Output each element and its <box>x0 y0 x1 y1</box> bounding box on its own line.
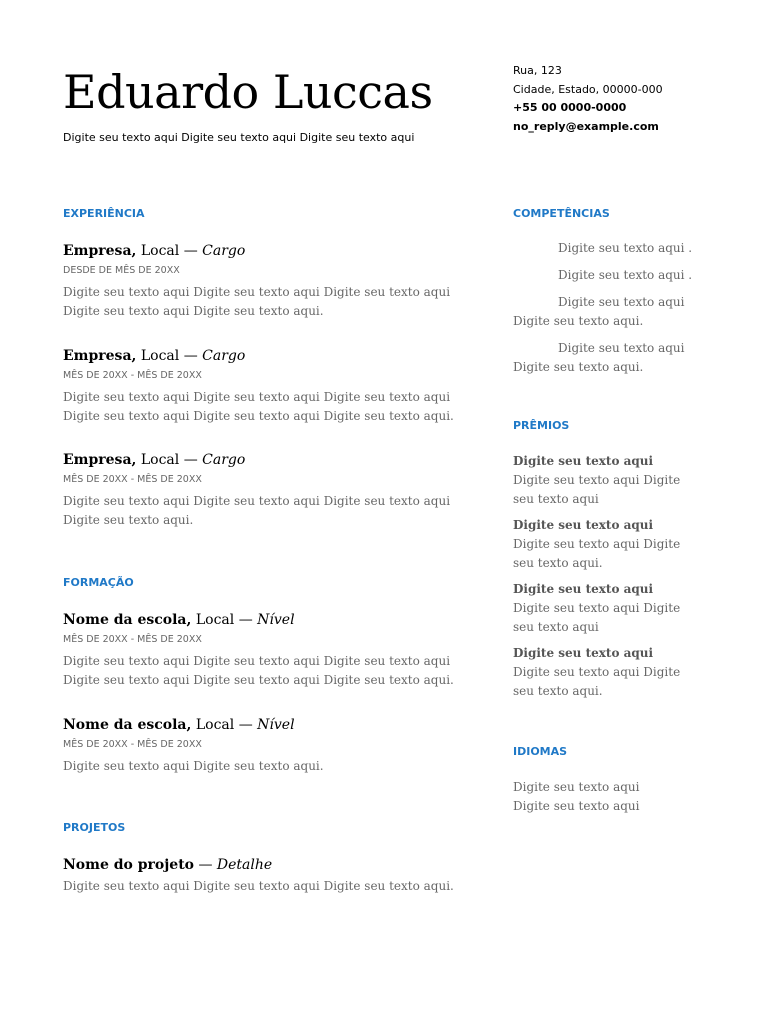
skill-item: Digite seu texto aqui Digite seu texto aqui. <box>513 295 685 328</box>
email-address: no_reply@example.com <box>513 119 659 133</box>
education-level: Nível <box>257 612 295 628</box>
entry-separator: — <box>238 612 253 628</box>
entry-date: DESDE DE MÊS DE 20XX <box>63 265 180 276</box>
award-title: Digite seu texto aqui <box>513 518 654 532</box>
entry-description: Digite seu texto aqui Digite seu texto aqui. <box>63 759 324 773</box>
experience-entry <box>63 451 475 530</box>
award-description: Digite seu texto aqui Digite seu texto aqui <box>513 473 681 506</box>
entry-separator: — <box>183 348 198 364</box>
entry-separator: — <box>183 452 198 468</box>
section-title-education: FORMAÇÃO <box>63 576 134 589</box>
entry-description: Digite seu texto aqui Digite seu texto aqui Digite seu texto aqui Digite seu texto aqui Digite seu texto aqui Digite seu texto aqui. <box>63 390 454 423</box>
education-entry <box>63 611 475 690</box>
award-title: Digite seu texto aqui <box>513 454 654 468</box>
address-line-2: Cidade, Estado, 00000-000 <box>513 82 663 96</box>
section-title-languages: IDIOMAS <box>513 745 568 758</box>
project-name: Nome do projeto <box>63 857 195 873</box>
education-level: Nível <box>257 717 295 733</box>
entry-location: Local <box>140 243 180 259</box>
entry-heading <box>63 347 475 365</box>
contact-block <box>513 62 663 136</box>
entry-date: MÊS DE 20XX - MÊS DE 20XX <box>63 370 202 381</box>
entry-separator: — <box>183 243 198 259</box>
award-description: Digite seu texto aqui Digite seu texto aqui <box>513 601 681 634</box>
award-item <box>513 516 693 573</box>
entry-heading <box>63 611 475 629</box>
skill-item: Digite seu texto aqui . <box>558 268 693 282</box>
section-title-experience: EXPERIÊNCIA <box>63 207 145 220</box>
skill-item: Digite seu texto aqui . <box>558 241 693 255</box>
entry-description: Digite seu texto aqui Digite seu texto aqui Digite seu texto aqui. <box>63 879 454 893</box>
job-role: Cargo <box>202 348 246 364</box>
award-item <box>513 644 693 701</box>
section-title-projects: PROJETOS <box>63 821 126 834</box>
school-name: Nome da escola, <box>63 612 192 628</box>
award-description: Digite seu texto aqui Digite seu texto aqui. <box>513 537 681 570</box>
resume-name: Eduardo Luccas <box>63 65 433 119</box>
project-detail: Detalhe <box>216 857 273 873</box>
skills-list <box>513 239 693 385</box>
languages-text: Digite seu texto aqui Digite seu texto aqui <box>513 780 640 813</box>
entry-heading <box>63 242 475 260</box>
entry-location: Local <box>195 717 235 733</box>
entry-separator: — <box>198 857 213 873</box>
phone-number: +55 00 0000-0000 <box>513 101 627 114</box>
company-name: Empresa, <box>63 348 137 364</box>
job-role: Cargo <box>202 243 246 259</box>
entry-date: MÊS DE 20XX - MÊS DE 20XX <box>63 634 202 645</box>
entry-location: Local <box>140 452 180 468</box>
school-name: Nome da escola, <box>63 717 192 733</box>
award-description: Digite seu texto aqui Digite seu texto aqui. <box>513 665 681 698</box>
entry-heading <box>63 856 475 874</box>
award-title: Digite seu texto aqui <box>513 582 654 596</box>
entry-heading <box>63 716 475 734</box>
job-role: Cargo <box>202 452 246 468</box>
education-entry <box>63 716 475 776</box>
section-title-skills: COMPETÊNCIAS <box>513 207 610 220</box>
company-name: Empresa, <box>63 243 137 259</box>
entry-date: MÊS DE 20XX - MÊS DE 20XX <box>63 474 202 485</box>
entry-description: Digite seu texto aqui Digite seu texto aqui Digite seu texto aqui Digite seu texto aqui Digite seu texto aqui. <box>63 285 451 318</box>
experience-entry <box>63 242 475 321</box>
award-title: Digite seu texto aqui <box>513 646 654 660</box>
entry-heading <box>63 451 475 469</box>
experience-entry <box>63 347 475 426</box>
award-item <box>513 452 693 509</box>
skill-item: Digite seu texto aqui Digite seu texto aqui. <box>513 341 685 374</box>
project-entry <box>63 856 475 896</box>
section-title-awards: PRÊMIOS <box>513 419 570 432</box>
entry-description: Digite seu texto aqui Digite seu texto aqui Digite seu texto aqui Digite seu texto aqui Digite seu texto aqui Digite seu texto aqui. <box>63 654 454 687</box>
awards-list <box>513 452 693 708</box>
entry-location: Local <box>140 348 180 364</box>
entry-date: MÊS DE 20XX - MÊS DE 20XX <box>63 739 202 750</box>
entry-description: Digite seu texto aqui Digite seu texto aqui Digite seu texto aqui Digite seu texto aqui. <box>63 494 451 527</box>
resume-tagline: Digite seu texto aqui Digite seu texto aqui Digite seu texto aqui <box>63 131 415 144</box>
entry-location: Local <box>195 612 235 628</box>
entry-separator: — <box>238 717 253 733</box>
company-name: Empresa, <box>63 452 137 468</box>
address-line-1: Rua, 123 <box>513 64 562 77</box>
award-item <box>513 580 693 637</box>
